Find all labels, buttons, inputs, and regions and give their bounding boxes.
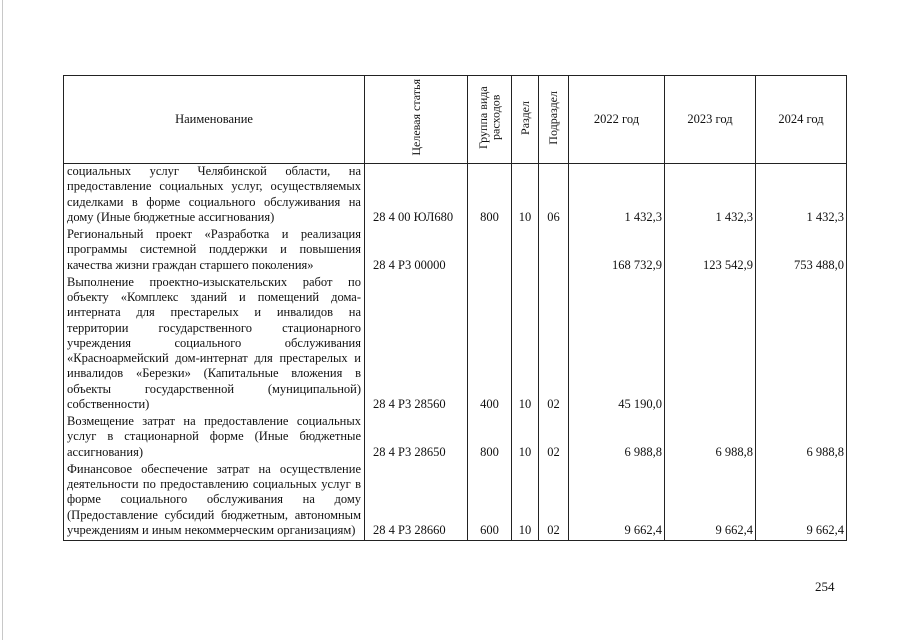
table-row [64, 227, 847, 275]
row-value-2023: 6 988,8 [665, 414, 756, 462]
header-2023: 2023 год [665, 76, 756, 164]
row-target: 28 4 P3 00000 [365, 227, 468, 275]
row-group: 400 [468, 275, 512, 414]
row-subsection: 02 [539, 462, 569, 541]
row-value-2022: 6 988,8 [569, 414, 665, 462]
row-subsection [539, 227, 569, 275]
header-2022: 2022 год [569, 76, 665, 164]
row-section [512, 227, 539, 275]
row-target: 28 4 00 ЮЛ680 [365, 164, 468, 228]
row-subsection: 02 [539, 275, 569, 414]
header-section: Раздел [512, 76, 539, 164]
budget-table [63, 75, 847, 541]
header-name: Наименование [64, 76, 365, 164]
row-value-2024: 753 488,0 [756, 227, 847, 275]
row-section: 10 [512, 275, 539, 414]
row-group [468, 227, 512, 275]
row-value-2022: 45 190,0 [569, 275, 665, 414]
row-value-2022: 168 732,9 [569, 227, 665, 275]
page-number: 254 [815, 579, 835, 594]
row-name: Возмещение затрат на предоставление социальных услуг в стационарной форме (Иные бюджетные ассигнования) [64, 414, 365, 462]
row-value-2024: 9 662,4 [756, 462, 847, 541]
row-section: 10 [512, 462, 539, 541]
row-section: 10 [512, 164, 539, 228]
header-target-article: Целевая статья [365, 76, 468, 164]
header-row [64, 76, 847, 164]
row-name: социальных услуг Челябинской области, на предоставление социальных услуг, осуществляемых сиделками в форме социального обслуживания на дому (Иные бюджетные ассигнования) [64, 164, 365, 228]
row-target: 28 4 P3 28650 [365, 414, 468, 462]
table-row [64, 462, 847, 541]
row-group: 600 [468, 462, 512, 541]
table-row [64, 164, 847, 228]
row-group: 800 [468, 414, 512, 462]
table-row [64, 414, 847, 462]
row-value-2023 [665, 275, 756, 414]
header-2024: 2024 год [756, 76, 847, 164]
header-expense-group: Группа вида расходов [468, 76, 512, 164]
row-value-2023: 9 662,4 [665, 462, 756, 541]
row-name: Финансовое обеспечение затрат на осуществление деятельности по предоставлению социальных услуг в форме социального обслуживания на дому (Предоставление субсидий бюджетным, автономным учреждениям и иным некоммерческим организациям) [64, 462, 365, 541]
row-value-2023: 123 542,9 [665, 227, 756, 275]
row-group: 800 [468, 164, 512, 228]
row-value-2024: 6 988,8 [756, 414, 847, 462]
row-target: 28 4 P3 28560 [365, 275, 468, 414]
row-name: Выполнение проектно-изыскательских работ по объекту «Комплекс зданий и помещений дома-интерната для престарелых и инвалидов на территории государственного стационарного учреждения социального обслуживания «Красноармейский дом-интернат для престарелых и инвалидов «Березки» (Капитальные вложения в объекты государственной (муниципальной) собственности) [64, 275, 365, 414]
row-value-2022: 9 662,4 [569, 462, 665, 541]
row-name: Региональный проект «Разработка и реализация программы системной поддержки и повышения качества жизни граждан старшего поколения» [64, 227, 365, 275]
row-subsection: 02 [539, 414, 569, 462]
scan-edge-line [2, 0, 3, 640]
row-value-2024 [756, 275, 847, 414]
header-subsection: Подраздел [539, 76, 569, 164]
row-value-2023: 1 432,3 [665, 164, 756, 228]
row-target: 28 4 P3 28660 [365, 462, 468, 541]
row-value-2024: 1 432,3 [756, 164, 847, 228]
row-value-2022: 1 432,3 [569, 164, 665, 228]
table-row [64, 275, 847, 414]
row-section: 10 [512, 414, 539, 462]
row-subsection: 06 [539, 164, 569, 228]
